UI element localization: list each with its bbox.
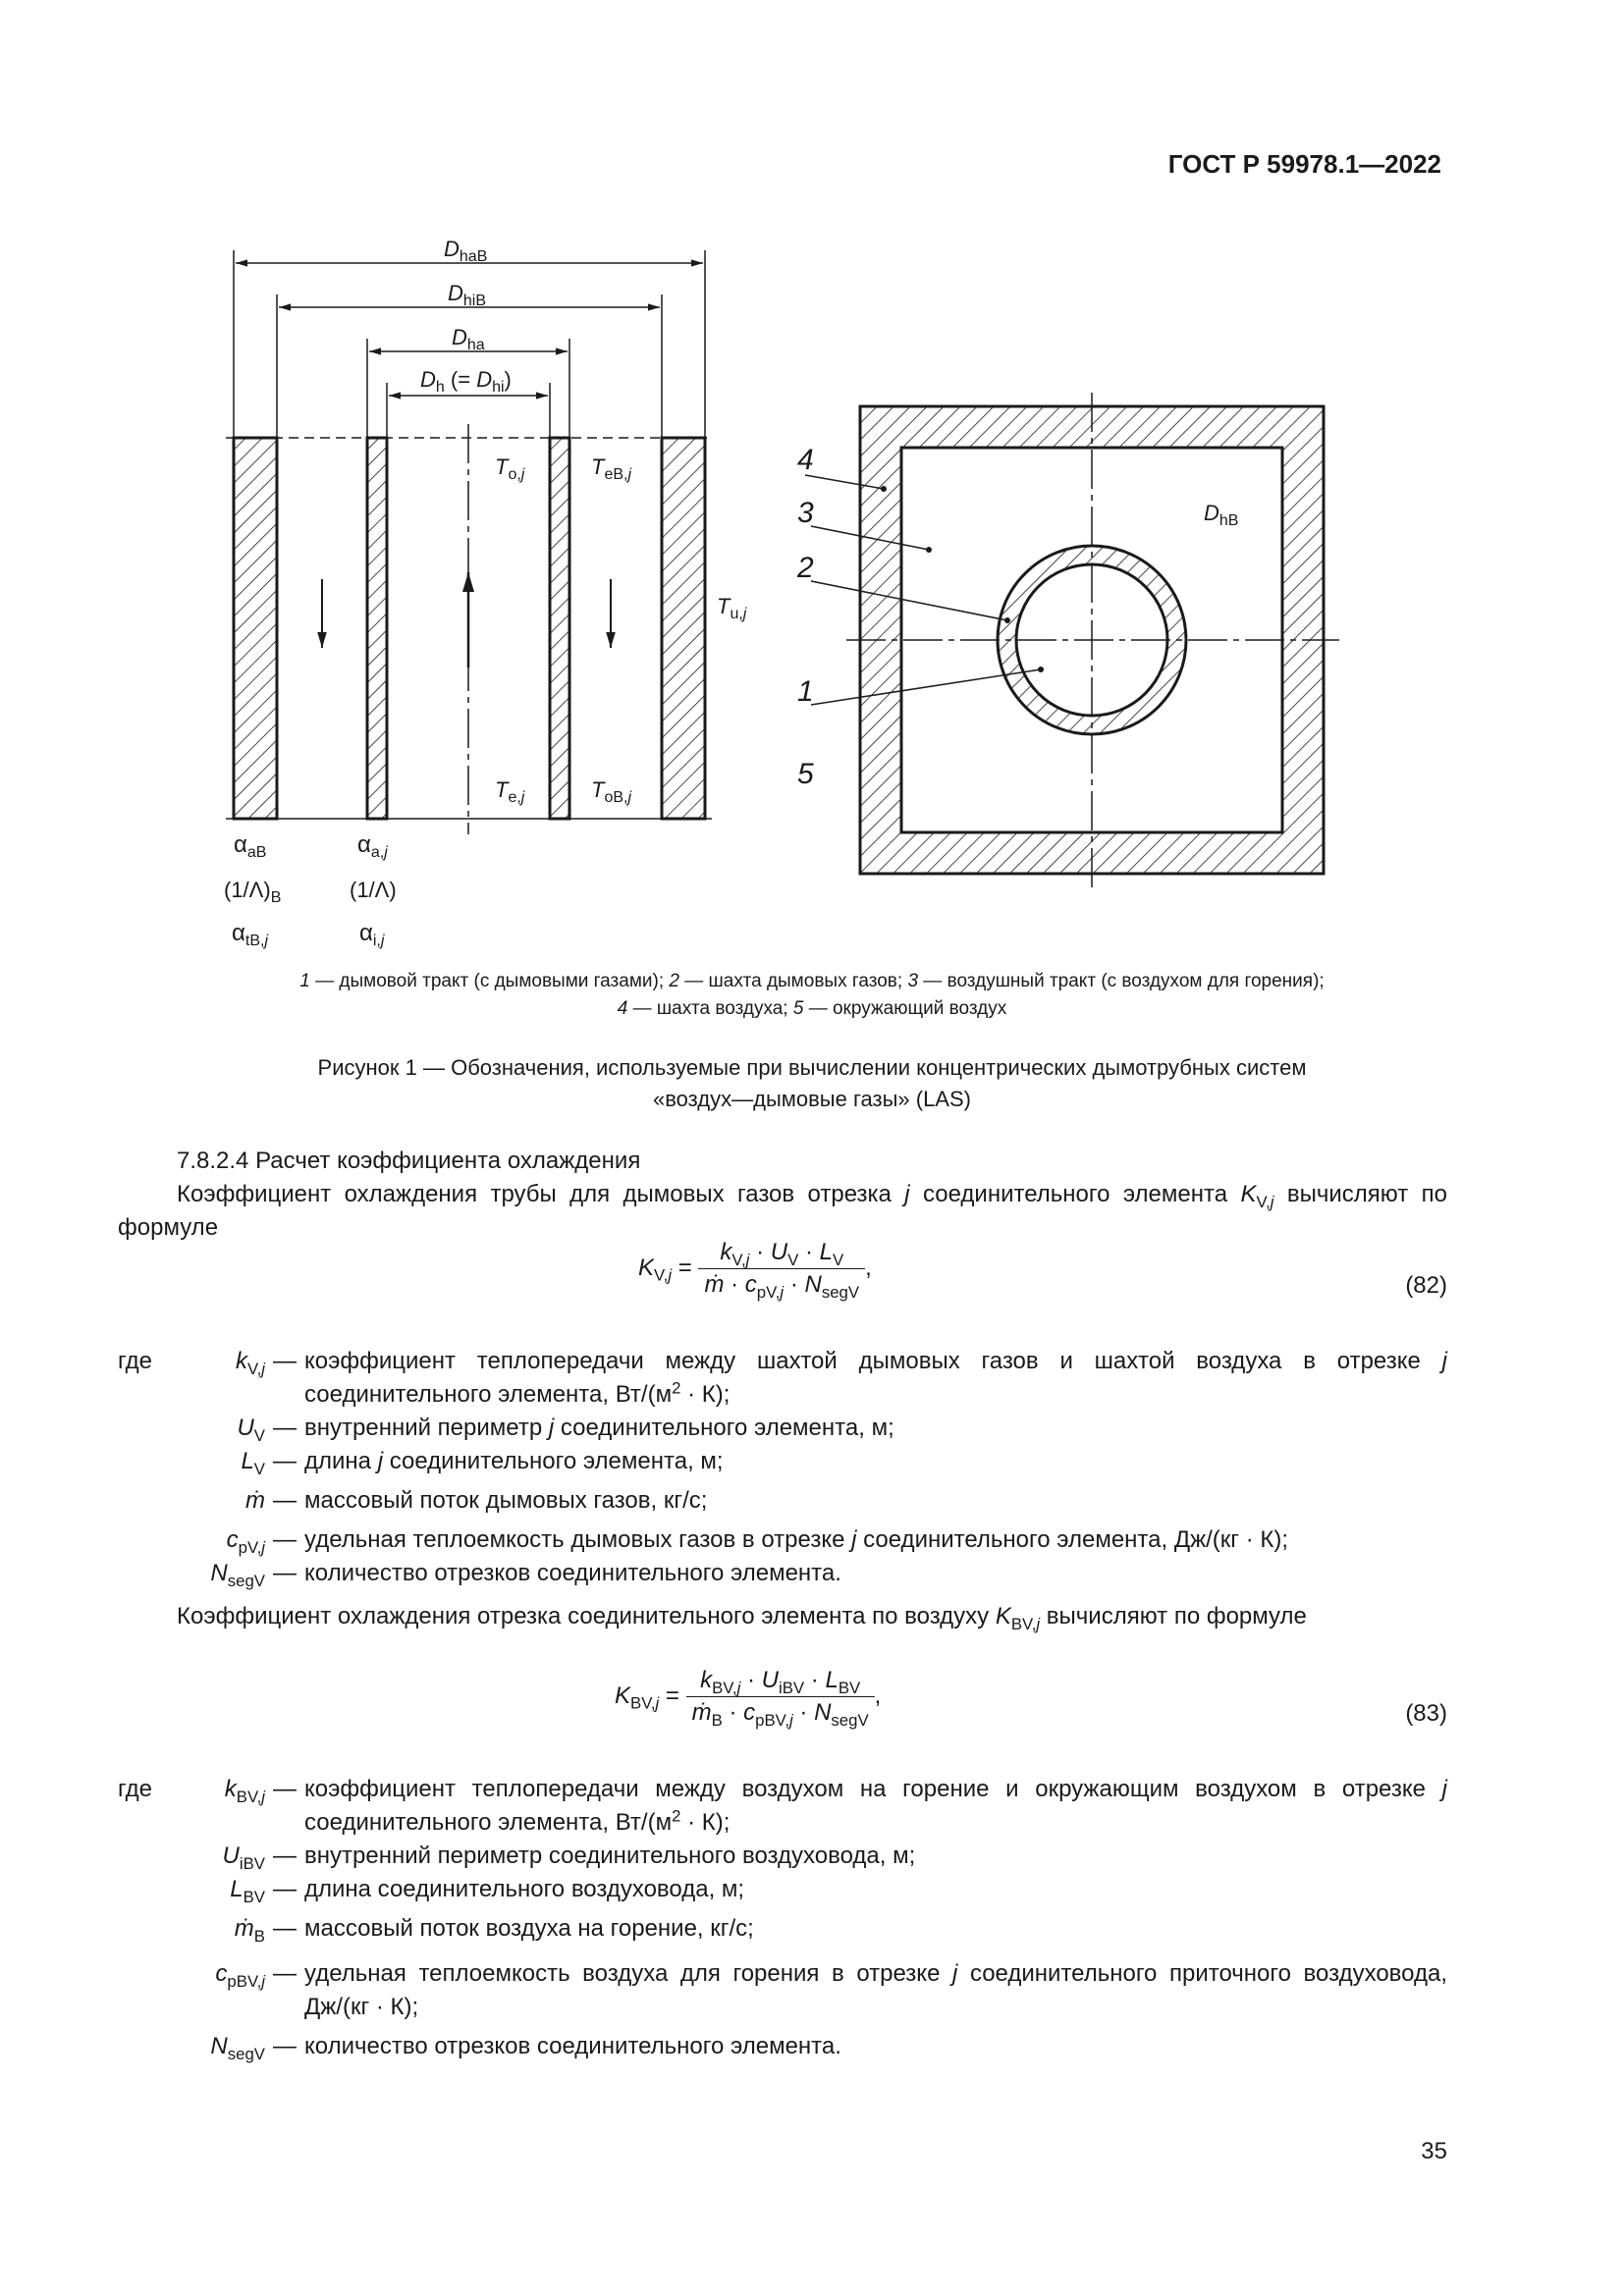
- definitions-83: [118, 1773, 1447, 2063]
- dim-dh: $D_h$ (= $D_{hi}$): [420, 367, 512, 396]
- label-lambda-B: $(1/\Lambda)_B$: [224, 878, 282, 906]
- section-label-4: 4: [797, 444, 814, 476]
- figure-legend: 1 — дымовой тракт (с дымовыми газами); 2 — шахта дымовых газов; 3 — воздушный тракт (с воздухом для горения); 4 — шахта воздуха; 5 — окружающий воздух: [299, 971, 1325, 1019]
- definition-row: $c_{pV,j}$ — удельная теплоемкость дымовых газов в отрезке j соединительного элемента, Дж/(кг · К);: [226, 1526, 1289, 1557]
- definitions-82: [118, 1345, 1447, 1590]
- label-dhB: $D_{hB}$: [1204, 501, 1239, 529]
- label-alpha-aj: $\alpha_{a,}j$: [357, 831, 388, 861]
- definition-row: $c_{pBV,j}$ — удельная теплоемкость воздуха для горения в отрезке j соединительного приточного воздуховода, Дж/(кг · К);: [215, 1960, 1447, 2020]
- label-t-o: $T_{o,}j$: [495, 454, 525, 483]
- definition-row: $U_{iBV}$ — внутренний периметр соединительного воздуховода, м;: [222, 1842, 916, 1873]
- definition-row: $N_{segV}$ — количество отрезков соединительного элемента.: [210, 2033, 841, 2063]
- dim-dha: $D_{ha}$: [452, 325, 485, 353]
- label-t-u: $T_{u,}j$: [717, 594, 747, 622]
- label-alpha-tB: $\alpha_{tB,}j$: [232, 920, 268, 949]
- dim-dhiB: $D_{hiB}$: [448, 281, 487, 309]
- label-alpha-aB: $\alpha_{aB}$: [234, 831, 267, 861]
- cross-section: [805, 393, 1339, 888]
- document-header: ГОСТ Р 59978.1—2022: [1167, 149, 1441, 179]
- label-t-eB: $T_{eB,}j$: [591, 454, 632, 483]
- definition-row: $L_V$ — длина j соединительного элемента, м;: [241, 1448, 724, 1478]
- section-label-1: 1: [797, 675, 814, 708]
- definition-row: $k_{V,j}$ — коэффициент теплопередачи между шахтой дымовых газов и шахтой воздуха в отрезке j соединительного элемента, $Вт/(м^2 \cdot К)$;: [235, 1348, 1447, 1408]
- equation-82-number: (82): [1405, 1272, 1447, 1299]
- definition-row: $k_{BV,j}$ — коэффициент теплопередачи между воздухом на горение и окружающим воздухом в отрезке j соединительного элемента, $Вт/(м^2 \cdot К)$;: [224, 1776, 1447, 1836]
- equation-82: $K_{V,j}$ = $\frac{k_{V,j} \cdot U_V \cdot L_V}{ṁ \cdot c_{pV,j} \cdot N_{segV}}$ ,: [638, 1239, 872, 1302]
- dim-dhaB: $D_{haB}$: [444, 237, 488, 265]
- definition-row: $U_V$ — внутренний периметр j соединительного элемента, м;: [237, 1415, 894, 1445]
- section-heading: 7.8.2.4 Расчет коэффициента охлаждения: [177, 1148, 641, 1174]
- label-t-e: $T_{e,}j$: [495, 777, 525, 806]
- paragraph-1: Коэффициент охлаждения трубы для дымовых газов отрезка j соединительного элемента $K_{V,j}$ вычисляют по формуле: [118, 1181, 1447, 1241]
- equation-83-number: (83): [1405, 1700, 1447, 1727]
- page-number: 35: [1421, 2138, 1447, 2164]
- where-label: где: [118, 1776, 153, 1802]
- section-label-5: 5: [797, 758, 814, 790]
- definition-row: $N_{segV}$ — количество отрезков соединительного элемента.: [210, 1560, 841, 1590]
- figure-caption: Рисунок 1 — Обозначения, используемые при вычислении концентрических дымотрубных систем «воздух—дымовые газы» (LAS): [317, 1055, 1307, 1111]
- section-label-2: 2: [797, 552, 814, 584]
- label-alpha-ij: $\alpha_{i,}j$: [359, 920, 385, 949]
- definition-row: ṁ$_B$ — массовый поток воздуха на горение, кг/с;: [234, 1915, 754, 1946]
- label-t-oB: $T_{oB,}j$: [591, 777, 632, 806]
- definition-row: ṁ — массовый поток дымовых газов, кг/с;: [245, 1487, 708, 1514]
- label-lambda: (1/Λ): [350, 878, 397, 902]
- equation-83: $K_{BV,j}$ = $\frac{k_{BV,j} \cdot U_{iBV} \cdot L_{BV}}{ṁ_B \cdot c_{pBV,j} \cdot N_{segV}}$ ,: [615, 1667, 882, 1730]
- figure-1: [0, 0, 1624, 982]
- where-label: где: [118, 1348, 153, 1374]
- paragraph-2: Коэффициент охлаждения отрезка соединительного элемента по воздуху $K_{BV,j}$ вычисляют по формуле: [177, 1603, 1307, 1633]
- definition-row: $L_{BV}$ — длина соединительного воздуховода, м;: [230, 1876, 745, 1906]
- section-label-3: 3: [797, 497, 814, 529]
